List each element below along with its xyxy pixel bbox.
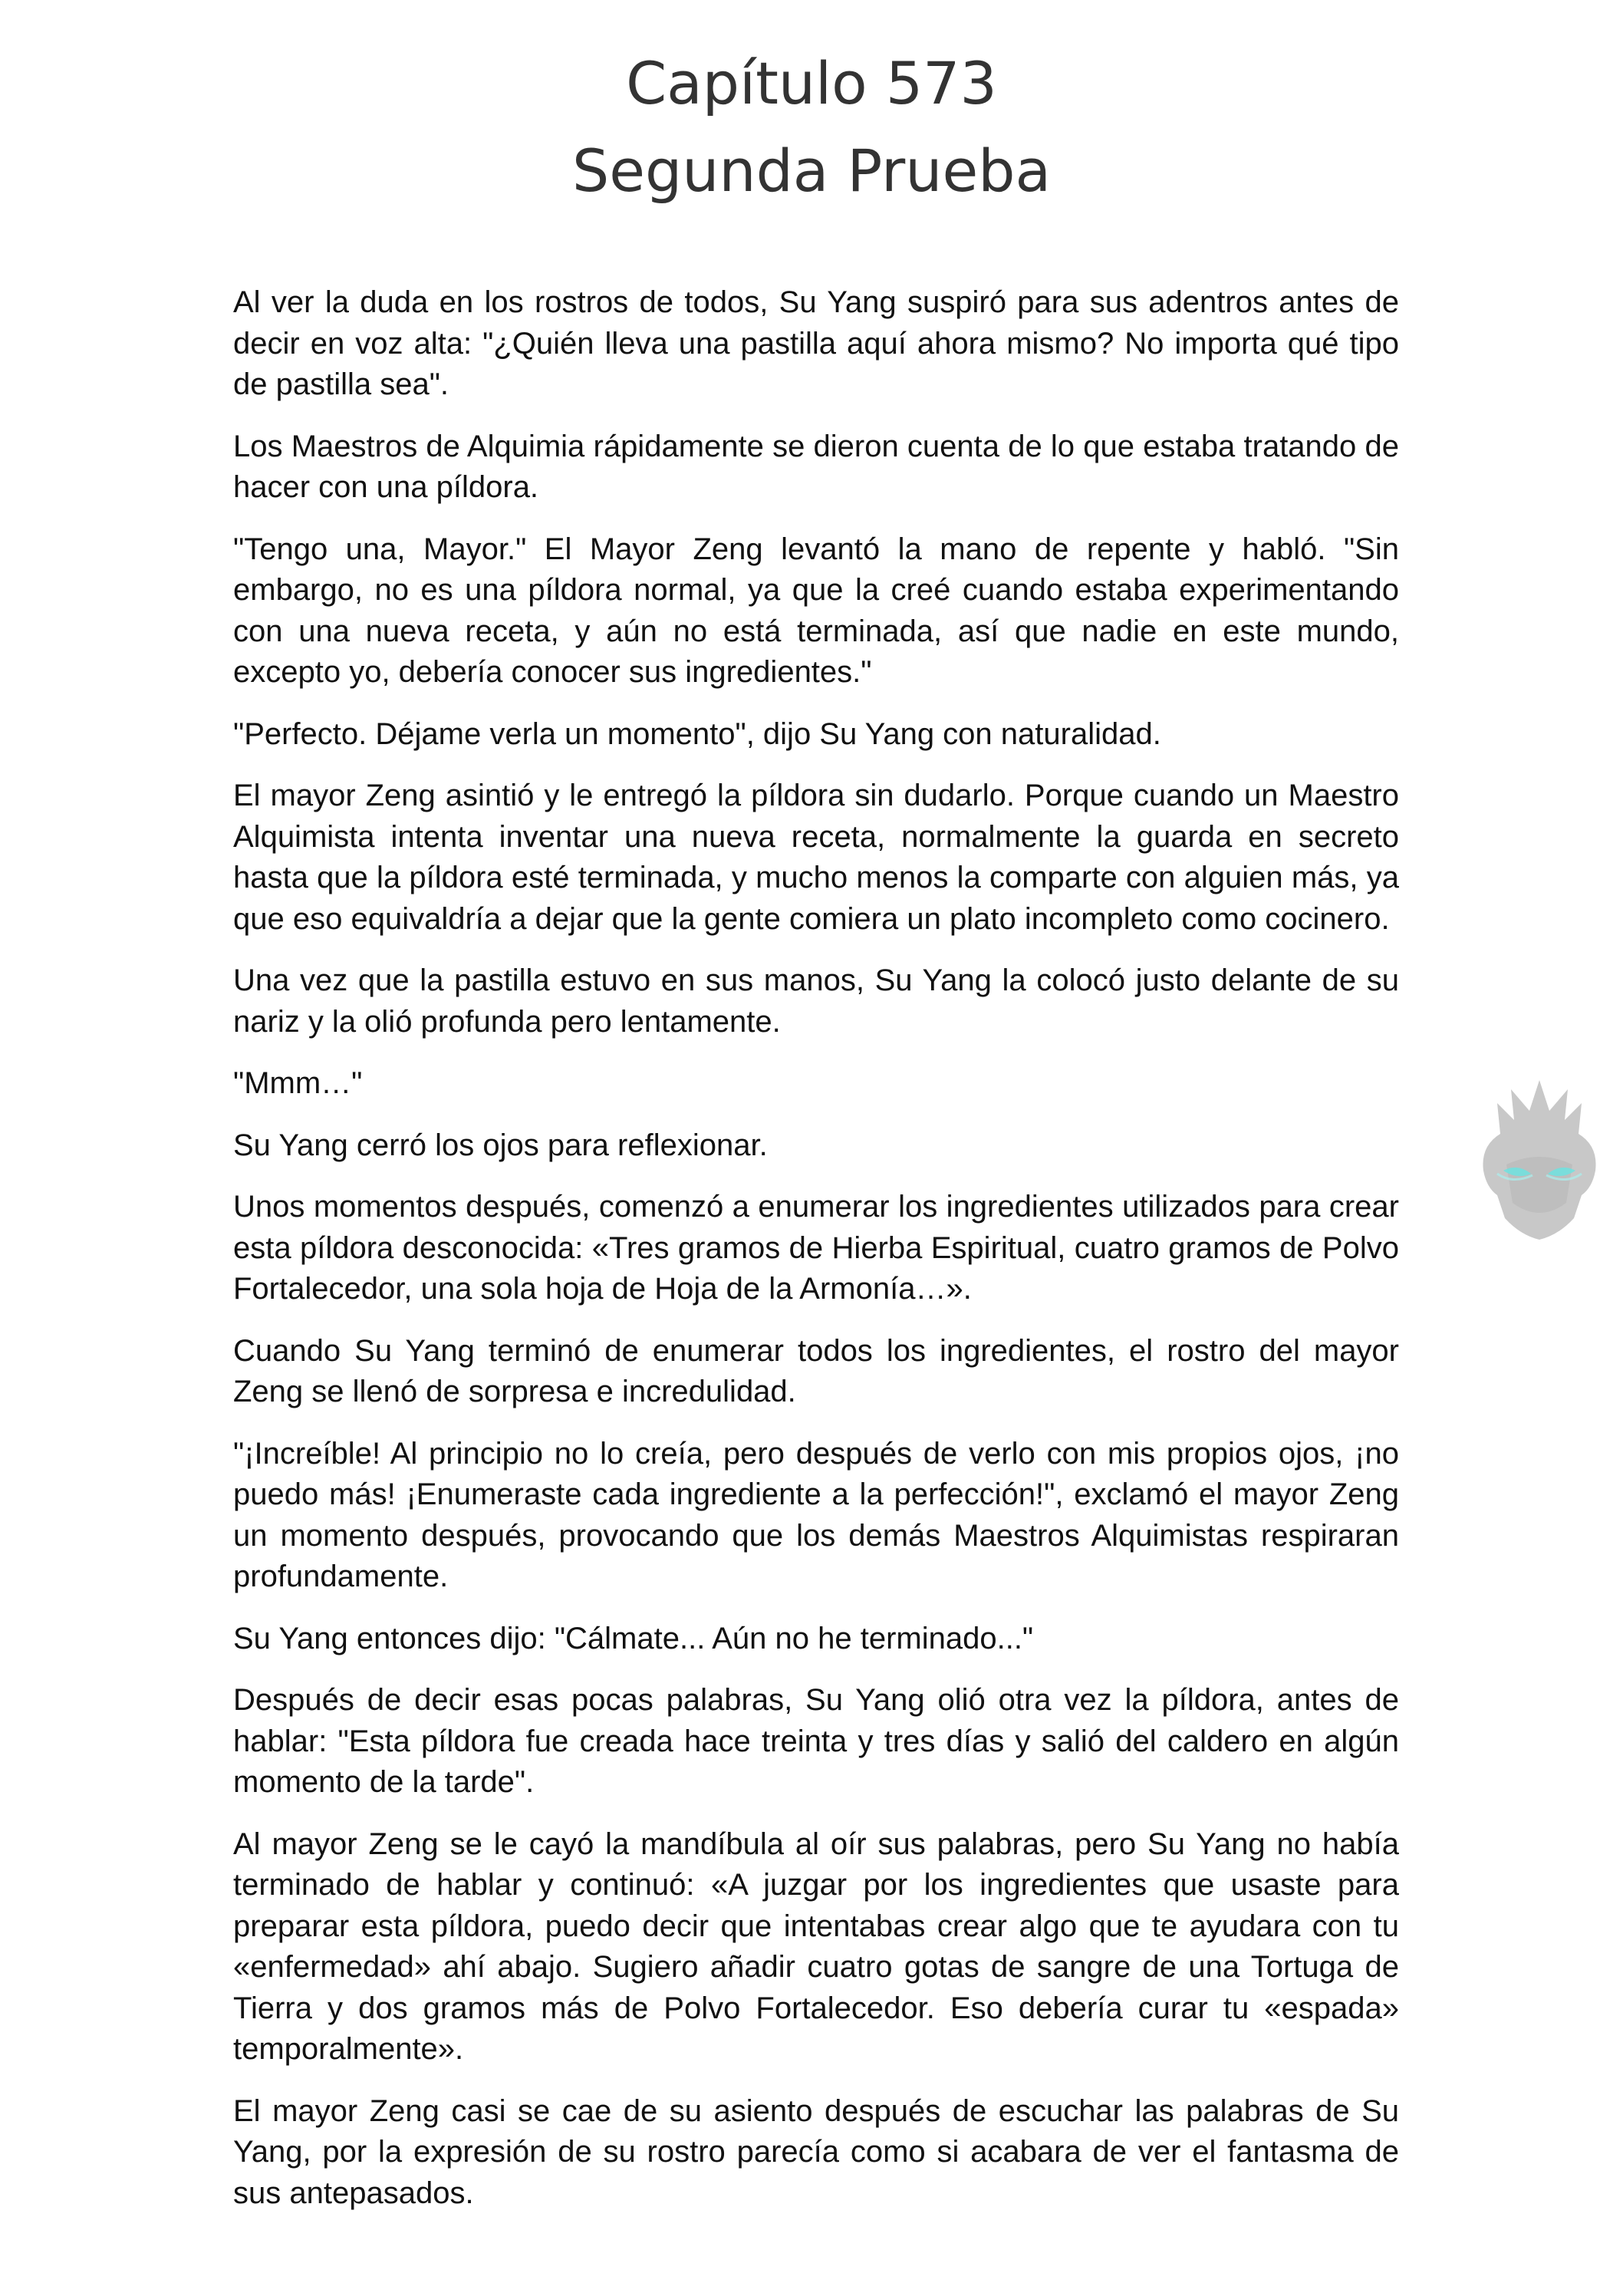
chapter-title: Capítulo 573 — [626, 49, 997, 117]
paragraph: Su Yang entonces dijo: "Cálmate... Aún no he terminado..." — [233, 1621, 1034, 1655]
demon-head-icon — [1467, 1072, 1612, 1241]
paragraph: El mayor Zeng asintió y le entregó la píldora sin dudarlo. Porque cuando un Maestro Alquimista intenta inventar una nueva receta, normalmente la guarda en secreto hasta que la píldora esté terminada, y mucho menos la comparte con alguien más, ya que eso equivaldría a dejar que la gente comiera un plato incompleto como cocinero. — [233, 779, 1399, 936]
chapter-header — [0, 40, 1623, 215]
paragraph: Unos momentos después, comenzó a enumerar los ingredientes utilizados para crear esta píldora desconocida: «Tres gramos de Hierba Espiritual, cuatro gramos de Polvo Fortalecedor, una sola hoja de Hoja de la Armonía…». — [233, 1190, 1399, 1306]
paragraph: Al ver la duda en los rostros de todos, Su Yang suspiró para sus adentros antes de decir en voz alta: "¿Quién lleva una pastilla aquí ahora mismo? No importa qué tipo de pastilla sea". — [233, 285, 1399, 401]
paragraph: Los Maestros de Alquimia rápidamente se dieron cuenta de lo que estaba tratando de hacer con una píldora. — [233, 429, 1399, 504]
paragraph: "Perfecto. Déjame verla un momento", dijo Su Yang con naturalidad. — [233, 716, 1161, 751]
paragraph: Después de decir esas pocas palabras, Su Yang olió otra vez la píldora, antes de hablar: "Esta píldora fue creada hace treinta y tres días y salió del caldero en algún momento de la tarde". — [233, 1683, 1399, 1799]
paragraph: Su Yang cerró los ojos para reflexionar. — [233, 1128, 768, 1162]
paragraph: Una vez que la pastilla estuvo en sus manos, Su Yang la colocó justo delante de su nariz y la olió profunda pero lentamente. — [233, 964, 1399, 1039]
paragraph: "Tengo una, Mayor." El Mayor Zeng levantó la mano de repente y habló. "Sin embargo, no es una píldora normal, ya que la creé cuando estaba experimentando con una nueva receta, y aún no está terminada, así que nadie en este mundo, excepto yo, debería conocer sus ingredientes." — [233, 532, 1399, 689]
paragraph: El mayor Zeng casi se cae de su asiento después de escuchar las palabras de Su Yang, por la expresión de su rostro parecía como si acabara de ver el fantasma de sus antepasados. — [233, 2093, 1399, 2210]
chapter-body — [233, 282, 1399, 2235]
paragraph: "¡Increíble! Al principio no lo creía, pero después de verlo con mis propios ojos, ¡no puedo más! ¡Enumeraste cada ingrediente a la perfección!", exclamó el mayor Zeng un momento después, provocando que los demás Maestros Alquimistas respiraran profundamente. — [233, 1436, 1399, 1593]
paragraph: "Mmm…" — [233, 1066, 363, 1100]
paragraph: Cuando Su Yang terminó de enumerar todos los ingredientes, el rostro del mayor Zeng se llenó de sorpresa e incredulidad. — [233, 1333, 1399, 1408]
paragraph: Al mayor Zeng se le cayó la mandíbula al oír sus palabras, pero Su Yang no había terminado de hablar y continuó: «A juzgar por los ingredientes que usaste para preparar esta píldora, puedo decir que intentabas crear algo que te ayudara con tu «enfermedad» ahí abajo. Sugiero añadir cuatro gotas de sangre de una Tortuga de Tierra y dos gramos más de Polvo Fortalecedor. Eso debería curar tu «espada» temporalmente». — [233, 1827, 1399, 2066]
chapter-subtitle: Segunda Prueba — [571, 137, 1052, 205]
